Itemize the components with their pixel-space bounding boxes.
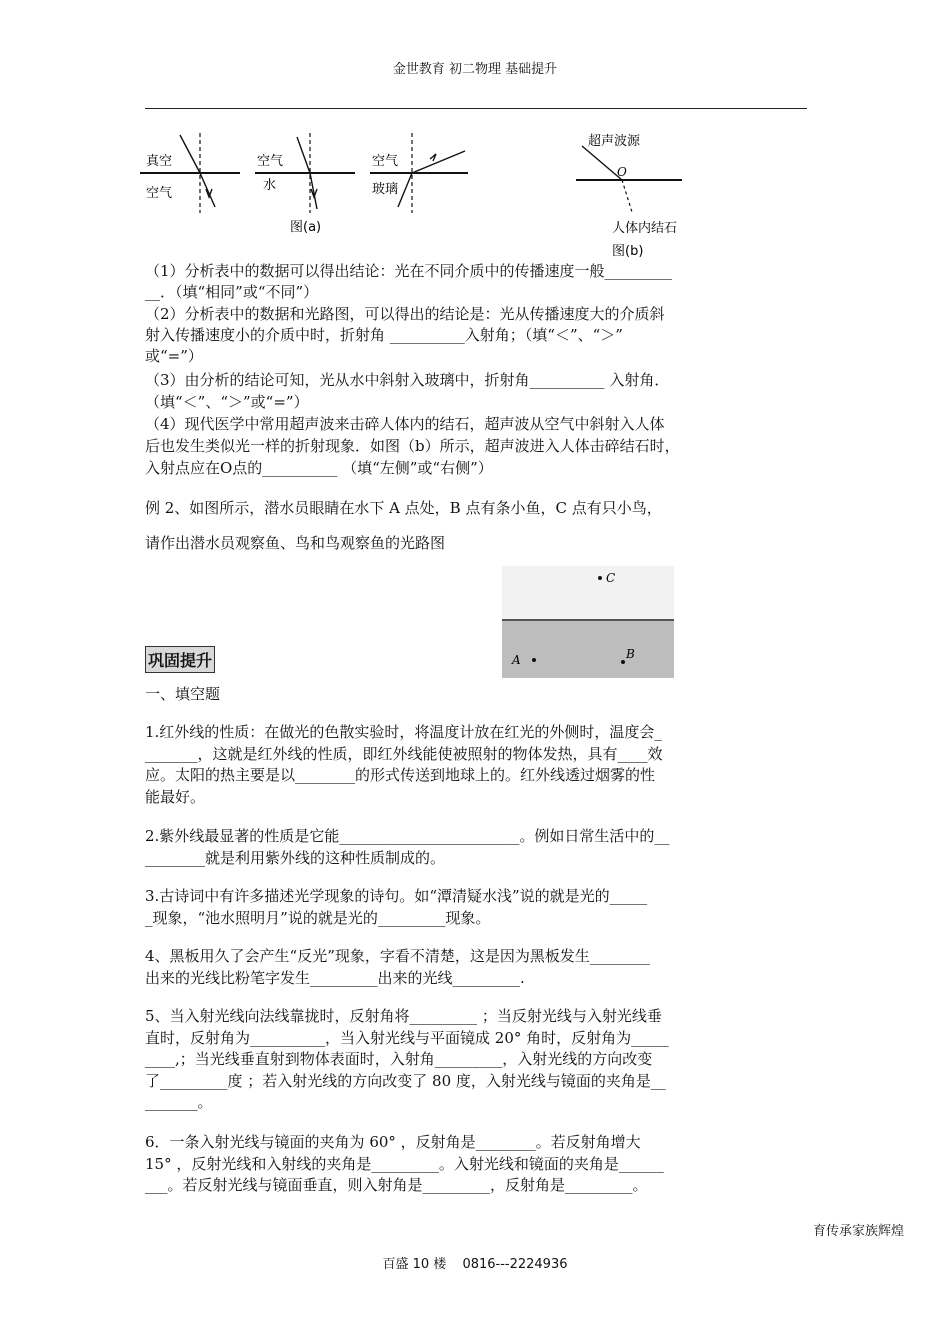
figure-b-ultrasound-diagram [570, 128, 700, 258]
point-c-label: C [606, 571, 616, 585]
kidney-stone-label: 人体内结石 [612, 221, 678, 236]
section-subtitle: 一、填空题 [145, 685, 221, 703]
question-line: 射入传播速度小的介质中时，折射角 __________入射角；（填“＜”、“＞” [145, 326, 623, 344]
point-a-label: A [512, 653, 521, 667]
medium-bottom-label-3: 玻璃 [372, 182, 399, 197]
question-1-line: 1.红外线的性质：在做光的色散实验时，将温度计放在红光的外侧时，温度会_ [145, 723, 662, 741]
figure-a-refraction-diagrams [140, 125, 480, 240]
page-footer [0, 1253, 950, 1272]
question-line: __．（填“相同”或“不同”） [145, 283, 319, 301]
diver-fish-bird-figure [502, 566, 674, 678]
question-2-line: ________就是利用紫外线的这种性质制成的。 [145, 848, 446, 867]
question-1-line: _______，这就是红外线的性质，即红外线能使被照射的物体发热，具有____效 [145, 744, 663, 763]
question-4-line: 出来的光线比粉笔字发生_________出来的光线_________. [145, 968, 525, 987]
question-3-line: 3.古诗词中有许多描述光学现象的诗句。如“潭清疑水浅”说的就是光的_____ [145, 887, 648, 905]
question-6-line: 6．一条入射光线与镜面的夹角为 60° ，反射角是________。若反射角增大 [145, 1133, 641, 1151]
question-5-line: _______。 [145, 1093, 213, 1111]
point-o-label: O [617, 165, 627, 179]
question-6-line: 15° ，反射光线和入射线的夹角是_________。入射光线和镜面的夹角是______ [145, 1154, 664, 1173]
figure-b-caption: 图(b) [612, 244, 644, 258]
medium-bottom-label-2: 水 [263, 178, 277, 193]
point-c-marker [598, 576, 602, 580]
diagram-air-water [255, 133, 355, 213]
example-2-line-2: 请作出潜水员观察鱼、鸟和鸟观察鱼的光路图 [145, 534, 446, 552]
figure-a-caption: 图(a) [290, 220, 322, 235]
question-4-line: 4、黑板用久了会产生“反光”现象，字看不清楚，这是因为黑板发生________ [145, 947, 650, 965]
medium-top-label-3: 空气 [372, 154, 399, 169]
diagram-vacuum-air [140, 133, 240, 213]
question-line: （填“＜”、“＞”或“=”） [145, 393, 309, 411]
school-motto: 育传承家族辉煌 [812, 1224, 904, 1239]
example-2-line-1: 例 2、如图所示，潜水员眼睛在水下 A 点处，B 点有条小鱼，C 点有只小鸟， [145, 499, 662, 517]
question-line: （2）分析表中的数据和光路图，可以得出的结论是：光从传播速度大的介质斜 [145, 305, 665, 323]
question-3-line: _现象，“池水照明月”说的就是光的_________现象。 [145, 908, 491, 927]
point-b-marker [621, 660, 625, 664]
question-5-line: 了_________度 ；若入射光线的方向改变了 80 度，入射光线与镜面的夹角是__ [145, 1071, 666, 1090]
point-a-marker [532, 658, 536, 662]
question-line: 后也发生类似光一样的折射现象．如图（b）所示，超声波进入人体击碎结石时， [145, 437, 680, 455]
question-line: 或“=”） [145, 347, 203, 365]
section-title: 巩固提升 [145, 646, 215, 673]
medium-top-label-2: 空气 [257, 154, 284, 169]
question-line: 入射点应在O点的__________ （填“左侧”或“右侧”） [145, 459, 493, 477]
page-header: 金世教育 初二物理 基础提升 [392, 62, 558, 77]
medium-top-label-1: 真空 [146, 154, 173, 169]
question-line: （4）现代医学中常用超声波来击碎人体内的结石，超声波从空气中斜射入人体 [145, 415, 665, 433]
question-line: （3）由分析的结论可知，光从水中斜射入玻璃中，折射角__________ 入射角． [145, 371, 670, 389]
footer-phone: 0816---2224936 [462, 1257, 568, 1272]
question-1-line: 应。太阳的热主要是以________的形式传送到地球上的。红外线透过烟雾的性 [145, 766, 656, 784]
diagram-air-glass [370, 133, 468, 213]
question-5-line: ____,；当光线垂直射到物体表面时，入射角_________，入射光线的方向改变 [145, 1050, 653, 1068]
question-6-line: ___。若反射光线与镜面垂直，则入射角是_________，反射角是_________。 [145, 1176, 648, 1194]
question-5-line: 5、当入射光线向法线靠拢时，反射角将_________ ；当反射光线与入射光线垂 [145, 1007, 662, 1025]
question-5-line: 直时，反射角为__________，当入射光线与平面镜成 20° 角时，反射角为_____ [145, 1028, 669, 1047]
question-2-line: 2.紫外线最显著的性质是它能________________________。例如日常生活中的__ [145, 827, 670, 845]
question-line: （1）分析表中的数据可以得出结论：光在不同介质中的传播速度一般_________ [145, 262, 673, 280]
header-divider [145, 108, 807, 109]
ultrasound-source-label: 超声波源 [588, 134, 641, 149]
question-1-line: 能最好。 [145, 787, 206, 806]
footer-address: 百盛 10 楼 [382, 1257, 447, 1272]
medium-bottom-label-1: 空气 [146, 186, 173, 201]
point-b-label: B [626, 647, 635, 661]
